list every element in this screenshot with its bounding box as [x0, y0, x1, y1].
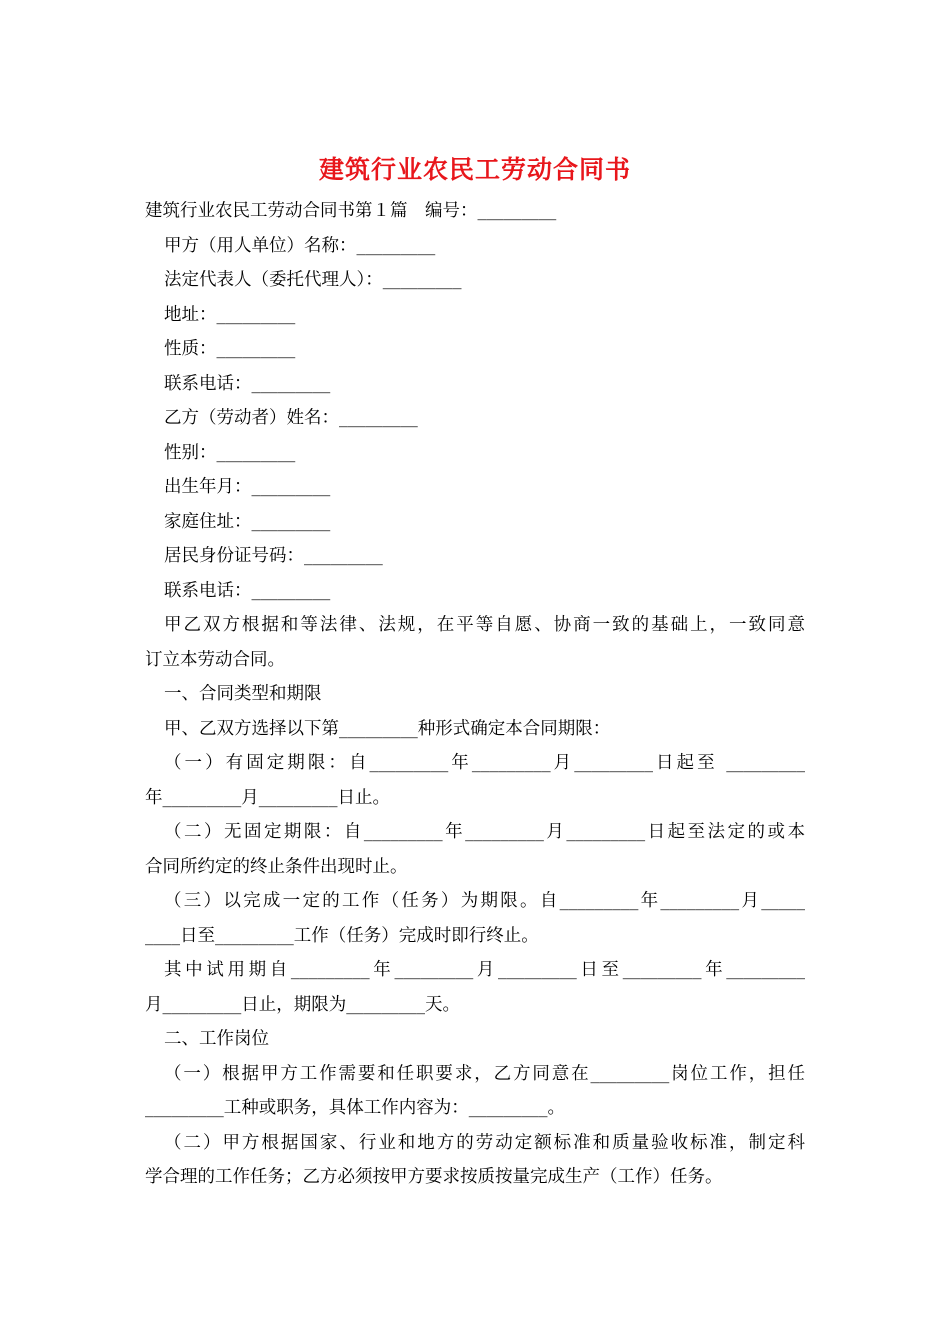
task-term-line-2: ____日至_________工作（任务）完成时即行终止。 [145, 925, 539, 946]
birth-date-line: 出生年月：_________ [164, 477, 331, 497]
document-title: 建筑行业农民工劳动合同书 [318, 155, 631, 184]
position-line-1: （一）根据甲方工作需要和任职要求，乙方同意在_________岗位工作，担任 [164, 1063, 805, 1084]
party-b-name-line: 乙方（劳动者）姓名：_________ [164, 408, 418, 428]
address-line: 地址：_________ [164, 304, 296, 325]
section-2-heading: 二、工作岗位 [164, 1029, 269, 1049]
home-address-line: 家庭住址：_________ [164, 511, 331, 532]
party-a-name-line: 甲方（用人单位）名称：_________ [164, 235, 436, 256]
contract-form-choice-line: 甲、乙双方选择以下第_________种形式确定本合同期限： [164, 718, 611, 739]
probation-line-2: 月_________日止，期限为_________天。 [145, 994, 460, 1015]
quota-line-2: 学合理的工作任务；乙方必须按甲方要求按质按量完成生产（工作）任务。 [145, 1167, 723, 1187]
open-term-line-2: 合同所约定的终止条件出现时止。 [145, 856, 408, 877]
quota-line-1: （二）甲方根据国家、行业和地方的劳动定额标准和质量验收标准，制定科 [164, 1132, 805, 1153]
open-term-line-1: （二）无固定期限：自_________年_________月_________日起至法定的或本 [164, 822, 805, 842]
probation-line-1: 其中试用期自_________年_________月_________日至_________年_________ [164, 960, 805, 980]
nature-line: 性质：_________ [164, 339, 296, 359]
party-b-phone-line: 联系电话：_________ [164, 580, 331, 601]
preamble-line-1: 甲乙双方根据和等法律、法规，在平等自愿、协商一致的基础上，一致同意 [164, 615, 805, 635]
task-term-line-1: （三）以完成一定的工作（任务）为期限。自_________年_________月_____ [164, 891, 805, 911]
legal-representative-line: 法定代表人（委托代理人）：_________ [164, 270, 462, 290]
position-line-2: _________工种或职务，具体工作内容为：_________。 [145, 1098, 565, 1118]
party-a-phone-line: 联系电话：_________ [164, 373, 331, 394]
fixed-term-line-2: 年_________月_________日止。 [145, 787, 390, 808]
document-subtitle-line: 建筑行业农民工劳动合同书第１篇 编号：_________ [145, 201, 557, 221]
fixed-term-line-1: （一）有固定期限：自_________年_________月_________日起至 _________ [164, 753, 805, 773]
id-number-line: 居民身份证号码：_________ [164, 546, 383, 566]
document-body [145, 194, 805, 1195]
section-1-heading: 一、合同类型和期限 [164, 684, 322, 704]
gender-line: 性别：_________ [164, 442, 296, 463]
preamble-line-2: 订立本劳动合同。 [145, 649, 285, 670]
